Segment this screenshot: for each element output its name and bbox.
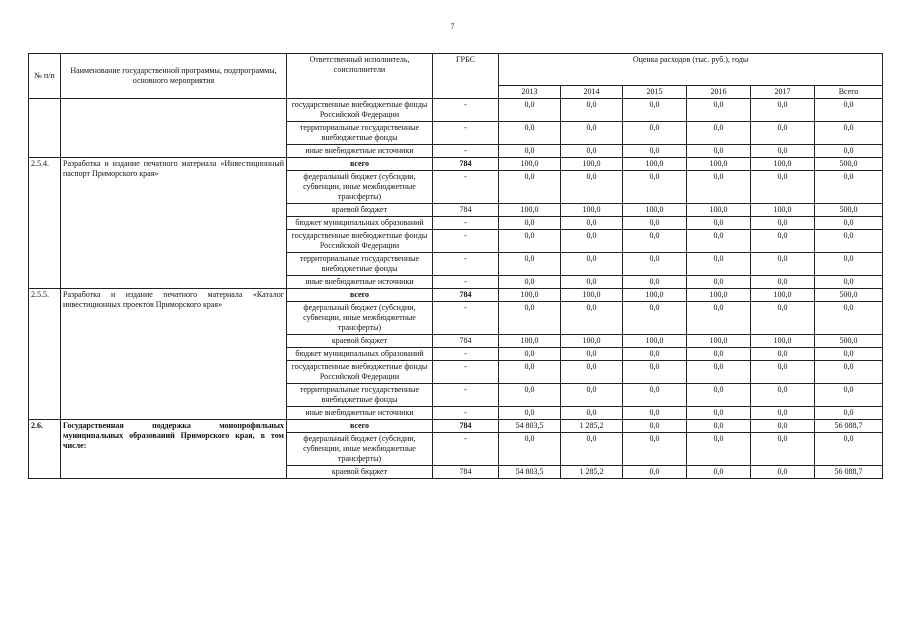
executor-cell: всего <box>287 289 433 302</box>
grbs-cell: - <box>433 217 499 230</box>
year-value-cell: 0,0 <box>751 433 815 466</box>
header-costs: Оценка расходов (тыс. руб.), годы <box>499 54 883 86</box>
year-value-cell: 0,0 <box>561 122 623 145</box>
grbs-cell: 784 <box>433 289 499 302</box>
total-value-cell: 0,0 <box>815 99 883 122</box>
year-value-cell: 0,0 <box>623 276 687 289</box>
total-value-cell: 0,0 <box>815 253 883 276</box>
item-name: Государственная поддержка монопрофильных муниципальных образований Приморского края, в том числе: <box>61 420 287 479</box>
year-value-cell: 100,0 <box>623 158 687 171</box>
year-value-cell: 0,0 <box>623 420 687 433</box>
year-value-cell: 100,0 <box>499 335 561 348</box>
total-value-cell: 0,0 <box>815 302 883 335</box>
total-value-cell: 0,0 <box>815 407 883 420</box>
page-number: 7 <box>450 22 455 31</box>
year-value-cell: 0,0 <box>687 217 751 230</box>
year-value-cell: 100,0 <box>751 158 815 171</box>
grbs-cell: 784 <box>433 466 499 479</box>
year-value-cell: 0,0 <box>623 253 687 276</box>
year-value-cell: 100,0 <box>687 335 751 348</box>
year-value-cell: 0,0 <box>561 230 623 253</box>
executor-cell: государственные внебюджетные фонды Российской Федерации <box>287 361 433 384</box>
grbs-cell: 784 <box>433 420 499 433</box>
year-value-cell: 0,0 <box>561 384 623 407</box>
year-value-cell: 0,0 <box>687 433 751 466</box>
executor-cell: всего <box>287 158 433 171</box>
year-value-cell: 0,0 <box>751 230 815 253</box>
year-value-cell: 100,0 <box>623 204 687 217</box>
year-value-cell: 0,0 <box>499 99 561 122</box>
header-year: 2017 <box>751 86 815 99</box>
year-value-cell: 0,0 <box>751 145 815 158</box>
year-value-cell: 1 285,2 <box>561 466 623 479</box>
executor-cell: территориальные государственные внебюджетные фонды <box>287 253 433 276</box>
year-value-cell: 54 803,5 <box>499 466 561 479</box>
total-value-cell: 0,0 <box>815 433 883 466</box>
year-value-cell: 0,0 <box>623 407 687 420</box>
year-value-cell: 100,0 <box>623 335 687 348</box>
executor-cell: федеральный бюджет (субсидии, субвенции, иные межбюджетные трансферты) <box>287 302 433 335</box>
year-value-cell: 0,0 <box>499 361 561 384</box>
year-value-cell: 0,0 <box>687 466 751 479</box>
year-value-cell: 0,0 <box>561 145 623 158</box>
executor-cell: всего <box>287 420 433 433</box>
year-value-cell: 0,0 <box>499 171 561 204</box>
year-value-cell: 0,0 <box>751 276 815 289</box>
year-value-cell: 0,0 <box>687 407 751 420</box>
year-value-cell: 1 285,2 <box>561 420 623 433</box>
year-value-cell: 0,0 <box>687 253 751 276</box>
total-value-cell: 0,0 <box>815 171 883 204</box>
year-value-cell: 100,0 <box>561 158 623 171</box>
grbs-cell: - <box>433 230 499 253</box>
executor-cell: федеральный бюджет (субсидии, субвенции, иные межбюджетные трансферты) <box>287 433 433 466</box>
executor-cell: государственные внебюджетные фонды Российской Федерации <box>287 230 433 253</box>
table-row <box>29 420 883 433</box>
year-value-cell: 0,0 <box>623 99 687 122</box>
year-value-cell: 0,0 <box>499 384 561 407</box>
year-value-cell: 100,0 <box>751 335 815 348</box>
year-value-cell: 100,0 <box>561 335 623 348</box>
grbs-cell: - <box>433 302 499 335</box>
total-value-cell: 0,0 <box>815 384 883 407</box>
year-value-cell: 0,0 <box>751 122 815 145</box>
item-name <box>61 99 287 158</box>
grbs-cell: - <box>433 171 499 204</box>
year-value-cell: 0,0 <box>499 217 561 230</box>
year-value-cell: 0,0 <box>623 466 687 479</box>
header-grbs: ГРБС <box>433 54 499 99</box>
year-value-cell: 0,0 <box>499 276 561 289</box>
year-value-cell: 0,0 <box>499 302 561 335</box>
year-value-cell: 100,0 <box>561 204 623 217</box>
year-value-cell: 100,0 <box>687 289 751 302</box>
executor-cell: иные внебюджетные источники <box>287 407 433 420</box>
year-value-cell: 100,0 <box>499 289 561 302</box>
year-value-cell: 0,0 <box>687 384 751 407</box>
header-exec: Ответственный исполнитель, соисполнители <box>287 54 433 99</box>
year-value-cell: 0,0 <box>623 433 687 466</box>
year-value-cell: 100,0 <box>687 204 751 217</box>
total-value-cell: 56 088,7 <box>815 466 883 479</box>
executor-cell: краевой бюджет <box>287 466 433 479</box>
year-value-cell: 0,0 <box>687 122 751 145</box>
year-value-cell: 0,0 <box>623 217 687 230</box>
total-value-cell: 0,0 <box>815 348 883 361</box>
year-value-cell: 0,0 <box>687 145 751 158</box>
grbs-cell: - <box>433 99 499 122</box>
year-value-cell: 0,0 <box>623 122 687 145</box>
header-year: 2015 <box>623 86 687 99</box>
year-value-cell: 0,0 <box>751 384 815 407</box>
year-value-cell: 54 803,5 <box>499 420 561 433</box>
year-value-cell: 0,0 <box>751 466 815 479</box>
year-value-cell: 0,0 <box>623 171 687 204</box>
total-value-cell: 0,0 <box>815 145 883 158</box>
year-value-cell: 0,0 <box>751 217 815 230</box>
year-value-cell: 0,0 <box>499 122 561 145</box>
grbs-cell: - <box>433 122 499 145</box>
grbs-cell: - <box>433 253 499 276</box>
year-value-cell: 0,0 <box>687 276 751 289</box>
year-value-cell: 100,0 <box>687 158 751 171</box>
year-value-cell: 0,0 <box>687 230 751 253</box>
year-value-cell: 0,0 <box>499 407 561 420</box>
year-value-cell: 100,0 <box>561 289 623 302</box>
grbs-cell: - <box>433 433 499 466</box>
year-value-cell: 0,0 <box>561 253 623 276</box>
total-value-cell: 0,0 <box>815 230 883 253</box>
year-value-cell: 100,0 <box>499 158 561 171</box>
total-value-cell: 0,0 <box>815 122 883 145</box>
header-year: 2014 <box>561 86 623 99</box>
executor-cell: территориальные государственные внебюджетные фонды <box>287 384 433 407</box>
year-value-cell: 0,0 <box>623 302 687 335</box>
grbs-cell: 784 <box>433 204 499 217</box>
executor-cell: краевой бюджет <box>287 335 433 348</box>
total-value-cell: 0,0 <box>815 361 883 384</box>
year-value-cell: 0,0 <box>751 361 815 384</box>
executor-cell: бюджет муниципальных образований <box>287 348 433 361</box>
header-num: № п/п <box>29 54 61 99</box>
grbs-cell: - <box>433 361 499 384</box>
header-year: 2016 <box>687 86 751 99</box>
year-value-cell: 0,0 <box>687 361 751 384</box>
year-value-cell: 0,0 <box>751 348 815 361</box>
year-value-cell: 0,0 <box>499 145 561 158</box>
item-number: 2.6. <box>29 420 61 479</box>
grbs-cell: - <box>433 276 499 289</box>
budget-table <box>28 53 883 479</box>
header-name: Наименование государственной программы, подпрограммы, основного мероприятия <box>61 54 287 99</box>
total-value-cell: 0,0 <box>815 217 883 230</box>
year-value-cell: 0,0 <box>561 217 623 230</box>
year-value-cell: 0,0 <box>561 407 623 420</box>
year-value-cell: 0,0 <box>499 230 561 253</box>
executor-cell: краевой бюджет <box>287 204 433 217</box>
table-row <box>29 289 883 302</box>
item-number <box>29 99 61 158</box>
year-value-cell: 0,0 <box>561 276 623 289</box>
year-value-cell: 0,0 <box>623 348 687 361</box>
executor-cell: бюджет муниципальных образований <box>287 217 433 230</box>
year-value-cell: 0,0 <box>561 361 623 384</box>
grbs-cell: - <box>433 348 499 361</box>
executor-cell: иные внебюджетные источники <box>287 145 433 158</box>
item-number: 2.5.4. <box>29 158 61 289</box>
year-value-cell: 0,0 <box>751 171 815 204</box>
year-value-cell: 0,0 <box>561 99 623 122</box>
item-number: 2.5.5. <box>29 289 61 420</box>
grbs-cell: 784 <box>433 158 499 171</box>
year-value-cell: 0,0 <box>623 384 687 407</box>
item-name: Разработка и издание печатного материала «Инвестиционный паспорт Приморского края» <box>61 158 287 289</box>
executor-cell: территориальные государственные внебюджетные фонды <box>287 122 433 145</box>
year-value-cell: 0,0 <box>751 99 815 122</box>
total-value-cell: 500,0 <box>815 335 883 348</box>
grbs-cell: 784 <box>433 335 499 348</box>
year-value-cell: 0,0 <box>561 302 623 335</box>
total-value-cell: 500,0 <box>815 158 883 171</box>
year-value-cell: 0,0 <box>561 348 623 361</box>
year-value-cell: 100,0 <box>499 204 561 217</box>
grbs-cell: - <box>433 384 499 407</box>
year-value-cell: 0,0 <box>751 302 815 335</box>
executor-cell: государственные внебюджетные фонды Российской Федерации <box>287 99 433 122</box>
year-value-cell: 100,0 <box>623 289 687 302</box>
total-value-cell: 500,0 <box>815 289 883 302</box>
total-value-cell: 56 088,7 <box>815 420 883 433</box>
year-value-cell: 0,0 <box>623 230 687 253</box>
year-value-cell: 0,0 <box>499 348 561 361</box>
year-value-cell: 0,0 <box>623 145 687 158</box>
year-value-cell: 0,0 <box>561 171 623 204</box>
executor-cell: иные внебюджетные источники <box>287 276 433 289</box>
item-name: Разработка и издание печатного материала «Каталог инвестиционных проектов Приморского края» <box>61 289 287 420</box>
header-year: 2013 <box>499 86 561 99</box>
year-value-cell: 0,0 <box>561 433 623 466</box>
year-value-cell: 0,0 <box>623 361 687 384</box>
year-value-cell: 0,0 <box>499 433 561 466</box>
year-value-cell: 100,0 <box>751 204 815 217</box>
year-value-cell: 100,0 <box>751 289 815 302</box>
total-value-cell: 0,0 <box>815 276 883 289</box>
year-value-cell: 0,0 <box>751 407 815 420</box>
grbs-cell: - <box>433 407 499 420</box>
total-value-cell: 500,0 <box>815 204 883 217</box>
year-value-cell: 0,0 <box>499 253 561 276</box>
year-value-cell: 0,0 <box>687 348 751 361</box>
grbs-cell: - <box>433 145 499 158</box>
year-value-cell: 0,0 <box>687 99 751 122</box>
year-value-cell: 0,0 <box>687 171 751 204</box>
year-value-cell: 0,0 <box>687 302 751 335</box>
year-value-cell: 0,0 <box>751 253 815 276</box>
executor-cell: федеральный бюджет (субсидии, субвенции, иные межбюджетные трансферты) <box>287 171 433 204</box>
header-year-total: Всего <box>815 86 883 99</box>
year-value-cell: 0,0 <box>751 420 815 433</box>
year-value-cell: 0,0 <box>687 420 751 433</box>
table-row <box>29 158 883 171</box>
table-row <box>29 99 883 122</box>
